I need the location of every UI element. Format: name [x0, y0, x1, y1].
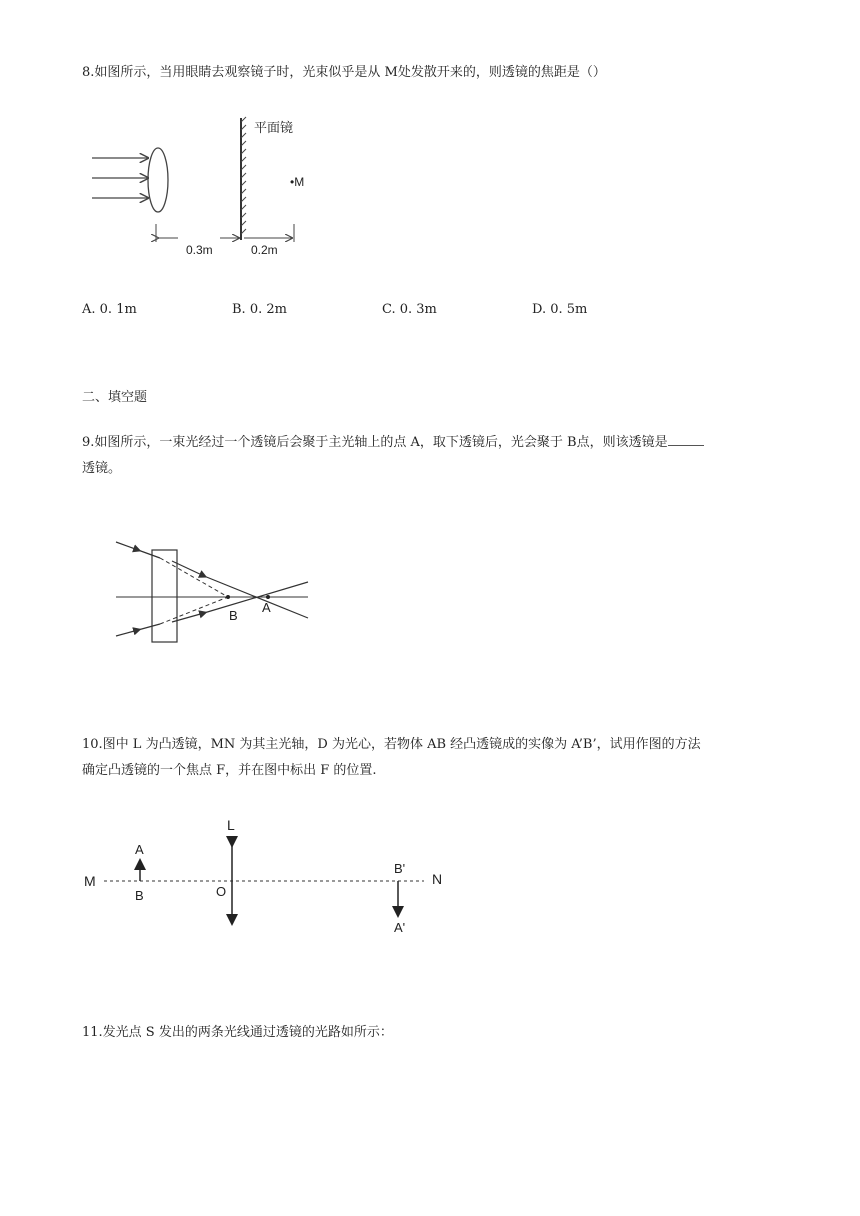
- answer-blank[interactable]: [668, 431, 704, 446]
- distance-left-label: 0.3m: [186, 243, 213, 257]
- label-o: O: [216, 884, 227, 899]
- label-m: M: [84, 873, 96, 889]
- question-8-figure: [86, 112, 326, 262]
- question-10-line-2: 确定凸透镜的一个焦点 F，并在图中标出 F 的位置.: [82, 763, 377, 778]
- label-a-prime: A': [394, 920, 406, 935]
- mirror-label: 平面镜: [254, 120, 294, 135]
- label-a: A: [135, 842, 144, 857]
- question-9-line-2: 透镜。: [82, 461, 122, 476]
- question-8-text: 8.如图所示，当用眼睛去观察镜子时，光束似乎是从 M处发散开来的，则透镜的焦距是（）: [82, 65, 606, 80]
- label-b: B: [135, 888, 144, 903]
- dashed-ray-upper: [160, 558, 228, 597]
- lens-box: [152, 550, 177, 642]
- label-b: B: [229, 608, 238, 623]
- section-title: 二、填空题: [82, 390, 148, 405]
- label-b-prime: B': [394, 861, 406, 876]
- question-10-figure: [82, 812, 462, 940]
- question-9-line-1: 9.如图所示，一束光经过一个透镜后会聚于主光轴上的点 A，取下透镜后，光会聚于 B点，则该透镜是: [82, 435, 668, 450]
- dashed-ray-lower: [160, 597, 228, 624]
- question-9-text: [82, 430, 782, 482]
- label-a: A: [262, 600, 271, 615]
- point-m-label: •M: [290, 175, 305, 189]
- option-a[interactable]: A. 0. 1m: [82, 302, 137, 317]
- option-b[interactable]: B. 0. 2m: [232, 302, 287, 317]
- question-9-figure: [112, 536, 312, 648]
- point-b: [226, 595, 230, 599]
- question-10-text: [82, 732, 782, 784]
- distance-right-label: 0.2m: [251, 243, 278, 257]
- option-d[interactable]: D. 0. 5m: [532, 302, 588, 317]
- incoming-ray-upper: [116, 542, 138, 550]
- label-l: L: [227, 817, 235, 833]
- lens: [148, 148, 168, 212]
- label-n: N: [432, 871, 443, 887]
- incoming-ray-lower: [116, 630, 138, 636]
- point-a: [266, 595, 270, 599]
- option-c[interactable]: C. 0. 3m: [382, 302, 437, 317]
- question-11-text: 11.发光点 S 发出的两条光线通过透镜的光路如所示：: [82, 1025, 393, 1040]
- question-10-line-1: 10.图中 L 为凸透镜，MN 为其主光轴，D 为光心，若物体 AB 经凸透镜成的实像为 A’B’，试用作图的方法: [82, 737, 701, 752]
